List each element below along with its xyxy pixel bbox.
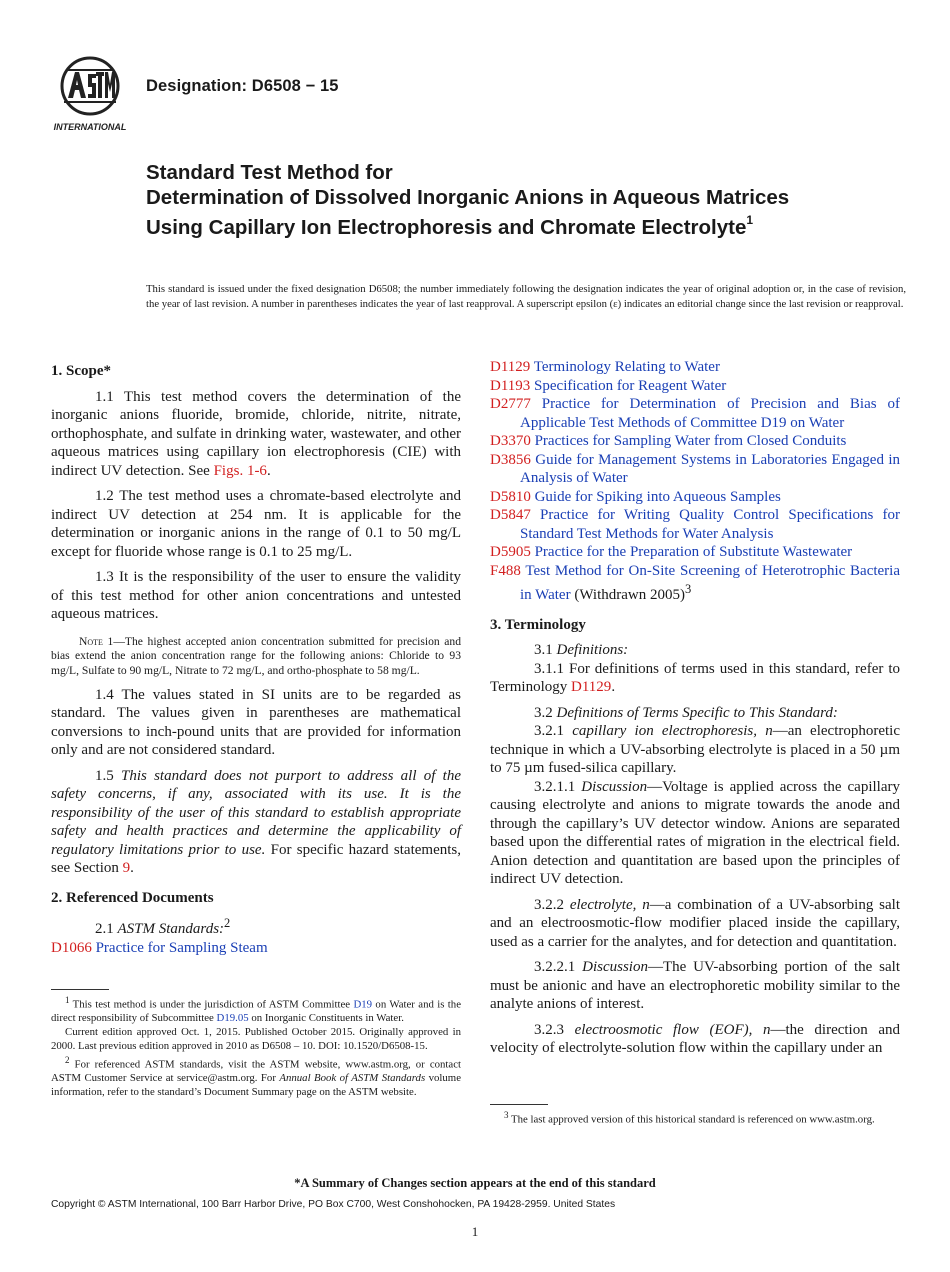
reference-item[interactable]: D3370 Practices for Sampling Water from Closed Conduits	[490, 433, 847, 449]
note-label: Note	[79, 634, 103, 648]
paragraph-1-5: 1.5 This standard does not purport to address all of the safety concerns, if any, associated with its use. It is the responsibility of the user of this standard to establish appropriate safety and health practices and determine the applicability of regulatory limitations prior to use. For specific hazard statements, see Section 9.	[51, 767, 461, 877]
title-line1: Standard Test Method for	[146, 161, 393, 184]
paragraph-3-2-2-1: 3.2.2.1 Discussion—The UV-absorbing portion of the salt must be anionic and have an electrophoretic mobility similar to the analyte anions of interest.	[490, 959, 900, 1012]
reference-item[interactable]: D1066 Practice for Sampling Steam	[51, 939, 268, 956]
footnote-3: $^3$ The last approved version of this historical standard is referenced on www.astm.org.	[504, 1110, 875, 1126]
page-number: 1	[471, 1224, 479, 1239]
logo-subtext: INTERNATIONAL	[53, 122, 127, 132]
reference-item[interactable]: D1193 Specification for Reagent Water	[490, 377, 727, 394]
reference-item[interactable]: D3856 Guide for Management Systems in Laboratories Engaged in Analysis of Water	[490, 451, 900, 486]
paragraph-3-1-1: 3.1.1 For definitions of terms used in this standard, refer to Terminology D1129.	[490, 660, 900, 695]
reference-item[interactable]: D1129 Terminology Relating to Water	[490, 359, 720, 375]
footnote-1: $^1$ This test method is under the jurisdiction of ASTM Committee D19 on Water and is the direct responsibility of Subcommittee D19.05 on Inorganic Constituents in Water.	[51, 995, 461, 1025]
footnote-3-ref[interactable]: 3	[684, 582, 692, 596]
paragraph-3-2-1-1: 3.2.1.1 Discussion—Voltage is applied across the capillary causing electrolyte and anions to migrate towards the anode and through the capillary’s UV detector window. Anions are separated based upon the differential rates of migration in the electrical field. Anion detection and quantitation are based upon the principles of indirect UV detection.	[490, 778, 900, 887]
reference-item[interactable]: D5847 Practice for Writing Quality Control Specifications for Standard Test Methods for Water Analysis	[490, 507, 901, 542]
subcommittee-link[interactable]: D19.05	[216, 1012, 249, 1025]
paragraph-3-1: 3.1 Definitions:	[534, 642, 629, 658]
paragraph-3-2: 3.2 Definitions of Terms Specific to This Standard:	[534, 704, 838, 721]
committee-d19-link[interactable]: D19	[353, 998, 373, 1011]
paragraph-1-1: 1.1 This test method covers the determination of the inorganic anions fluoride, bromide, chloride, nitrite, nitrate, orthophosphate, and sulfate in drinking water, wastewater, and other aqueous matrices using capillary ion electrophoresis (CIE) with indirect UV detection. See Figs. 1-6.	[51, 388, 461, 479]
right-column	[490, 358, 900, 1058]
paragraph-2-1: 2.1 ASTM Standards:$^2$	[95, 916, 231, 938]
copyright: Copyright © ASTM International, 100 Barr Harbor Drive, PO Box C700, West Conshohocken, PA 19428-2959. United States	[51, 1199, 616, 1210]
astm-logo	[44, 50, 136, 134]
designation: Designation: D6508 − 15	[146, 77, 339, 95]
footnote-2-ref[interactable]: 2	[224, 916, 231, 931]
left-column	[51, 362, 461, 957]
reference-item[interactable]: D2777 Practice for Determination of Precision and Bias of Applicable Test Methods of Committee D19 on Water	[490, 396, 900, 431]
note-1: Note 1—The highest accepted anion concentration submitted for precision and bias extend the anion concentration range for the following anions: Chloride to 93 mg/L, Sulfate to 90 mg/L, Nitrate to 72 mg/L, and ortho-phosphate to 58 mg/L.	[51, 634, 461, 678]
footnote-1-current: Current edition approved Oct. 1, 2015. Published October 2015. Originally approved in 2000. Last previous edition approved in 2010 as D6508 – 10. DOI: 10.1520/D6508-15.	[51, 1026, 461, 1052]
title-main: Determination of Dissolved Inorganic Anions in Aqueous Matrices Using Capillary Ion Electrophoresis and Chromate Electrolyte	[146, 186, 790, 239]
title-footnote-ref[interactable]: 1	[746, 213, 754, 227]
paragraph-1-4: 1.4 The values stated in SI units are to be regarded as standard. The values given in parentheses are mathematical conversions to inch-pound units that are provided for information only and are not considered standard.	[51, 686, 461, 759]
issued-note: This standard is issued under the fixed designation D6508; the number immediately following the designation indicates the year of original adoption or, in the case of revision, the year of last revision. A number in parentheses indicates the year of last reapproval. A superscript epsilon (ε) indicates an editorial change since the last revision or reapproval.	[146, 283, 906, 311]
section-heading-referenced: 2. Referenced Documents	[51, 889, 214, 906]
summary-of-changes-note: *A Summary of Changes section appears at the end of this standard	[294, 1176, 656, 1190]
left-footnotes	[51, 989, 461, 1100]
footnote-2: $^2$ For referenced ASTM standards, visit the ASTM website, www.astm.org, or contact ASTM Customer Service at service@astm.org. For Annual Book of ASTM Standards volume information, refer to the standard’s Document Summary page on the ASTM website.	[51, 1054, 461, 1098]
paragraph-3-2-3: 3.2.3 electroosmotic flow (EOF), n—the direction and velocity of electrolyte-solution flow within the capillary under an	[490, 1021, 900, 1056]
paragraph-1-3: 1.3 It is the responsibility of the user to ensure the validity of this test method for other anion concentrations and untested aqueous matrices.	[51, 569, 461, 622]
reference-item[interactable]: D5905 Practice for the Preparation of Substitute Wastewater	[490, 544, 853, 560]
section-9-link[interactable]: 9	[122, 860, 131, 877]
d1129-link[interactable]: D1129	[571, 679, 612, 695]
section-heading-scope: 1. Scope*	[51, 363, 111, 379]
paragraph-1-2: 1.2 The test method uses a chromate-based electrolyte and indirect UV detection at 254 nm. It is applicable for the determination or inorganic anions in the range of 0.1 to 50 mg/L except for fluoride whose range is 0.1 to 25 mg/L.	[51, 488, 461, 560]
reference-item[interactable]: D5810 Guide for Spiking into Aqueous Samples	[490, 488, 781, 505]
figs-link[interactable]: Figs. 1-6	[213, 462, 267, 479]
section-heading-terminology: 3. Terminology	[490, 616, 586, 633]
paragraph-3-2-1: 3.2.1 capillary ion electrophoresis, n—an electrophoretic technique in which a UV-absorbing electrolyte is placed in a 50 µm to 75 µm fused-silica capillary.	[490, 723, 900, 776]
right-footnotes	[490, 1104, 900, 1127]
document-title	[146, 160, 846, 240]
reference-item[interactable]: F488 Test Method for On-Site Screening of Heterotrophic Bacteria in Water (Withdrawn 2005)$^3$	[490, 562, 900, 603]
paragraph-3-2-2: 3.2.2 electrolyte, n—a combination of a UV-absorbing salt and an electroosmotic-flow modifier placed inside the capillary, used as a carrier for the analytes, and for detection and quantitation.	[490, 896, 900, 950]
